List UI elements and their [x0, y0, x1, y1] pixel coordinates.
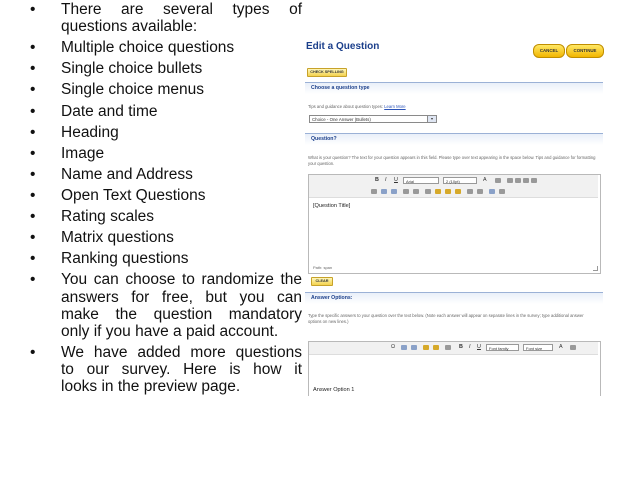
link-icon[interactable]: [381, 189, 387, 194]
bullet-dot: •: [30, 123, 36, 141]
answer-option-text: Answer Option 1: [313, 387, 355, 393]
chevron-down-icon: ▾: [427, 116, 436, 122]
check-spelling-button[interactable]: CHECK SPELLING: [307, 68, 347, 77]
highlight-icon[interactable]: [495, 178, 501, 183]
underline-icon[interactable]: U: [394, 177, 398, 183]
size-select[interactable]: 2 (10pt): [443, 177, 477, 184]
special-char-icon[interactable]: Ω: [391, 344, 396, 350]
bullet-randomize: [30, 271, 302, 340]
answer-unlink-icon[interactable]: [411, 345, 417, 350]
align-left-icon[interactable]: [507, 178, 513, 183]
align-right-icon[interactable]: [523, 178, 529, 183]
bullet-item: [30, 187, 302, 204]
question-type-hint: [308, 104, 406, 110]
question-heading: Question?: [311, 136, 337, 142]
font-select[interactable]: Arial: [403, 177, 439, 184]
answer-underline-icon[interactable]: U: [477, 344, 481, 350]
bullet-item: [30, 250, 302, 267]
bullet-text: Ranking questions: [61, 250, 189, 268]
bullet-text: Single choice menus: [61, 81, 205, 99]
bullet-line: You can choose to randomize the: [61, 271, 302, 289]
font-family-select[interactable]: Font family: [486, 344, 519, 351]
bullet-dot: •: [30, 81, 36, 99]
bullet-text: Name and Address: [61, 165, 193, 183]
justify-icon[interactable]: [531, 178, 537, 183]
bullet-dot: •: [30, 102, 36, 120]
bullet-item: [30, 166, 302, 183]
question-type-value: Choice - One Answer (Bullets): [312, 117, 371, 122]
answer-bold-icon[interactable]: B: [459, 344, 463, 350]
paste-icon[interactable]: [435, 189, 441, 194]
bullet-line: We have added more questions: [61, 344, 302, 362]
answer-undo-icon[interactable]: [445, 345, 451, 350]
bullet-text: Matrix questions: [61, 229, 174, 247]
bullet-item: [30, 81, 302, 98]
bullet-preview: [30, 344, 302, 396]
question-type-section: [305, 82, 603, 94]
html-icon[interactable]: [499, 189, 505, 194]
answer-paste-text-icon[interactable]: [433, 345, 439, 350]
bullet-types-intro: [30, 1, 302, 35]
answer-options-section: [305, 292, 603, 304]
bullet-line: answers for free, but you can: [61, 288, 302, 306]
bullet-line: There are several types of: [61, 1, 302, 18]
bullet-text: Heading: [61, 123, 119, 141]
bullet-item: [30, 103, 302, 120]
redo-icon[interactable]: [477, 189, 483, 194]
answer-editor[interactable]: [308, 341, 601, 396]
answer-options-hint: Type the specific answers to your question over the text below. (Note each answer will appear on separate lines in the survey; type additional answer options on new lines.): [308, 313, 584, 324]
bullet-dot: •: [30, 144, 36, 162]
numbered-list-icon[interactable]: [413, 189, 419, 194]
question-type-select[interactable]: [309, 115, 437, 123]
answer-italic-icon[interactable]: I: [469, 344, 471, 350]
font-size-select[interactable]: Font size: [523, 344, 553, 351]
editor-path: Path: span: [313, 265, 333, 270]
question-title-text: [Question Title]: [313, 203, 351, 209]
bullet-dot: •: [30, 229, 36, 247]
answer-options-heading: Answer Options:: [311, 295, 353, 301]
bullet-item: [30, 229, 302, 246]
cancel-button[interactable]: CANCEL: [533, 44, 565, 58]
bullet-text: Multiple choice questions: [61, 39, 235, 57]
answer-highlight-icon[interactable]: [570, 345, 576, 350]
bullet-text: Rating scales: [61, 208, 155, 226]
clear-button[interactable]: CLEAR: [311, 277, 333, 286]
italic-icon[interactable]: I: [385, 177, 387, 183]
bullet-line: only if you have a paid account.: [61, 322, 279, 340]
bullet-dot: •: [30, 1, 36, 18]
learn-more-link[interactable]: Learn More: [384, 104, 406, 109]
rule-icon[interactable]: [371, 189, 377, 194]
bullet-line: make the question mandatory: [61, 305, 302, 323]
bullet-list: [30, 1, 302, 400]
editor-toolbar-bottom: [309, 186, 598, 198]
align-center-icon[interactable]: [515, 178, 521, 183]
bullet-text: Open Text Questions: [61, 186, 206, 204]
question-editor[interactable]: [308, 174, 601, 274]
bullet-line: to our survey. Here is how it: [61, 361, 302, 379]
bullet-dot: •: [30, 250, 36, 268]
bullet-item: [30, 124, 302, 141]
unlink-icon[interactable]: [391, 189, 397, 194]
bullet-dot: •: [30, 208, 36, 226]
bold-icon[interactable]: B: [375, 177, 379, 183]
question-type-heading: Choose a question type: [311, 85, 370, 91]
bullet-line: questions available:: [61, 18, 198, 36]
bullet-dot: •: [30, 271, 36, 289]
answer-link-icon[interactable]: [401, 345, 407, 350]
cut-icon[interactable]: [425, 189, 431, 194]
paste-text-icon[interactable]: [445, 189, 451, 194]
resize-handle[interactable]: [593, 266, 598, 271]
question-hint: What is your question? The text for your question appears in this field. Please type over text appearing in the space below. Tips and guidance for formatting your question.: [308, 155, 596, 166]
bullet-dot: •: [30, 39, 36, 57]
bullet-text: Image: [61, 144, 105, 162]
answer-toolbar: [309, 342, 598, 355]
bullet-item: [30, 60, 302, 77]
bullet-line: looks in the preview page.: [61, 378, 241, 396]
edit-question-title: Edit a Question: [306, 41, 380, 52]
undo-icon[interactable]: [467, 189, 473, 194]
bullet-dot: •: [30, 60, 36, 78]
paste-word-icon[interactable]: [455, 189, 461, 194]
bullet-dot: •: [30, 165, 36, 183]
edit-question-screenshot: [303, 38, 604, 396]
question-type-hint-text: Tips and guidance about question types:: [308, 104, 384, 109]
question-section: [305, 133, 603, 145]
bullet-dot: •: [30, 186, 36, 204]
bullet-text: Single choice bullets: [61, 60, 203, 78]
bullet-item: [30, 145, 302, 162]
find-icon[interactable]: [489, 189, 495, 194]
continue-button[interactable]: CONTINUE: [566, 44, 604, 58]
bullet-item: [30, 39, 302, 56]
text-color-icon[interactable]: A: [483, 177, 487, 183]
bullet-item: [30, 208, 302, 225]
answer-paste-icon[interactable]: [423, 345, 429, 350]
bullet-list-icon[interactable]: [403, 189, 409, 194]
bullet-dot: •: [30, 344, 36, 362]
answer-text-color-icon[interactable]: A: [559, 344, 563, 350]
bullet-text: Date and time: [61, 102, 158, 120]
